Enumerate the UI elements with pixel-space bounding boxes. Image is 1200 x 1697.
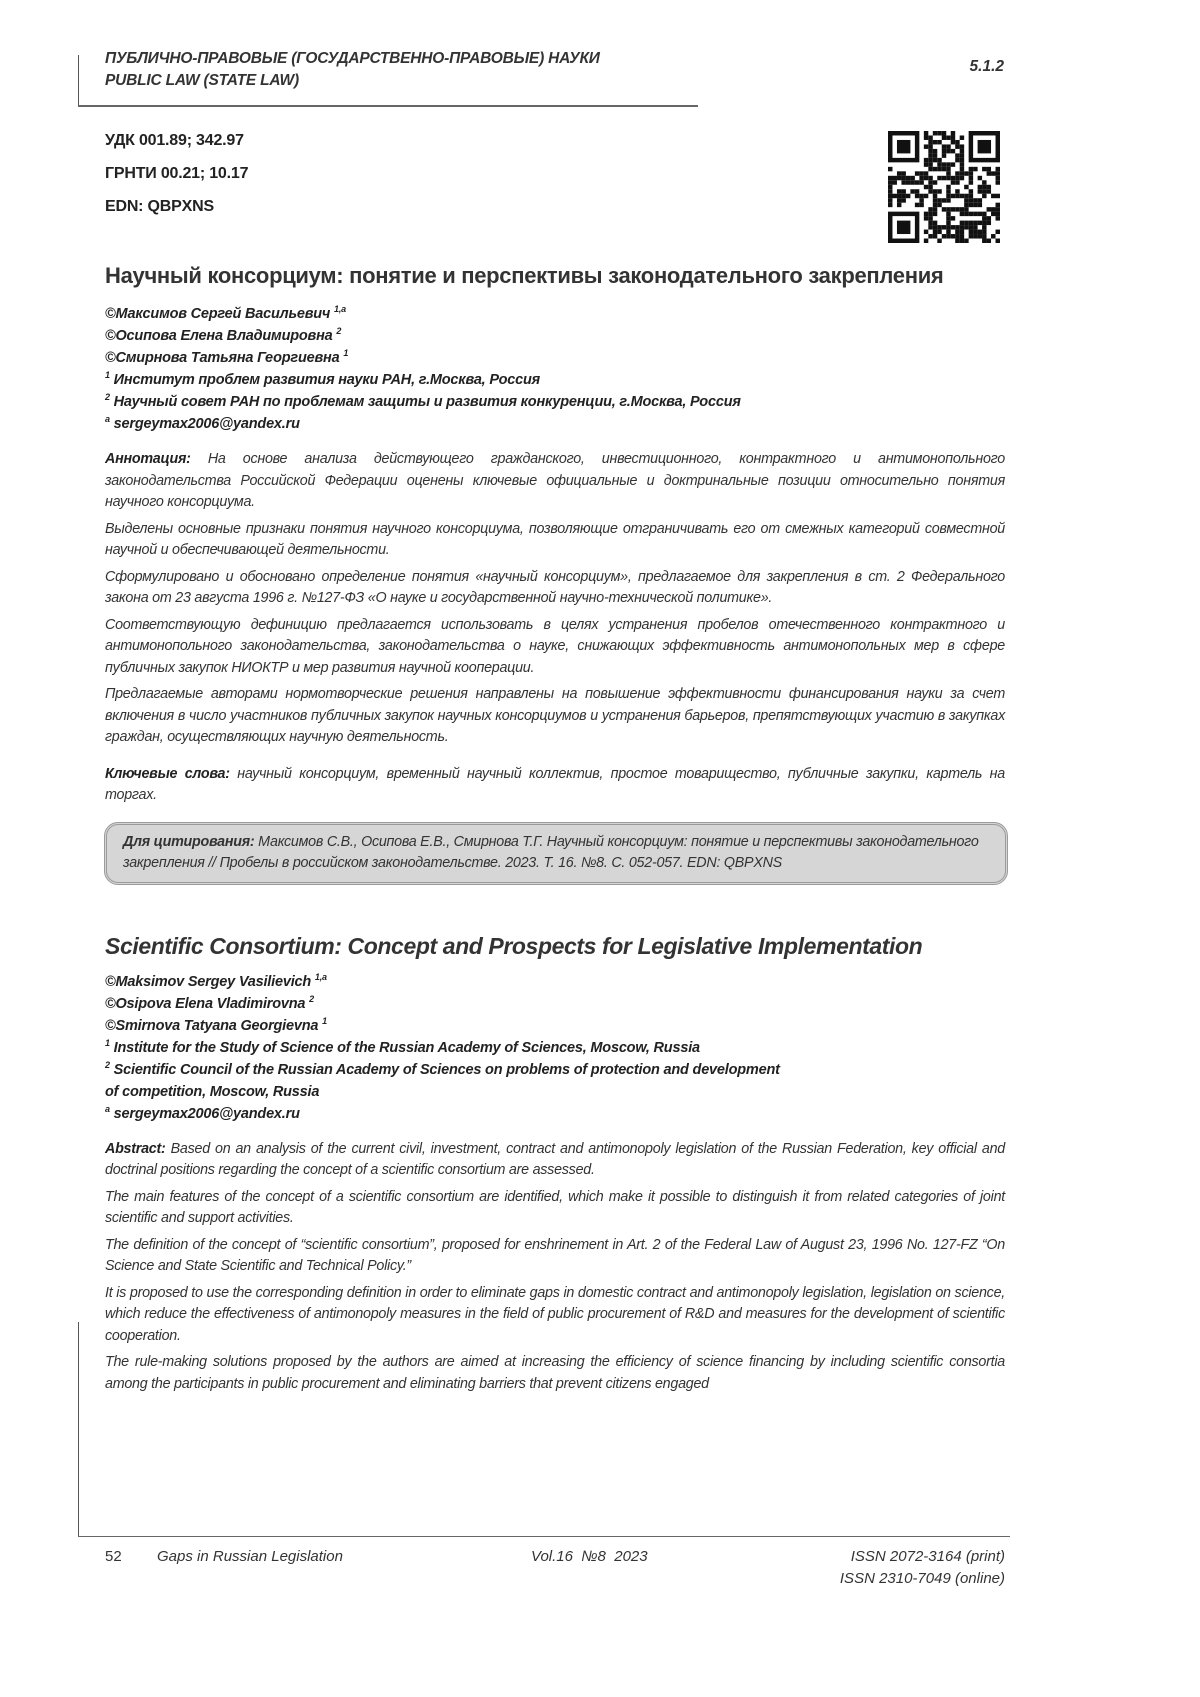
section-title-ru: ПУБЛИЧНО-ПРАВОВЫЕ (ГОСУДАРСТВЕННО-ПРАВОВЫЕ) НАУКИ [105,48,1005,70]
edn: EDN: QBPXNS [105,197,1005,217]
authors-en [105,971,1005,1125]
issn-online: ISSN 2310-7049 (online) [840,1569,1005,1589]
footnote-marker: a [105,1104,110,1114]
abstract-paragraph: Соответствующую дефиницию предлагается использовать в целях устранения пробелов отечественного контрактного и антимонопольного законодательства, законодательства о науке, снижающих эффективность антимонопольных мер в сфере публичных закупок НИОКТР и мер развития научной кооперации. [105,615,1005,680]
footnote-marker: 1 [322,1016,327,1026]
text: ©Osipova Elena Vladimirovna [105,996,305,1012]
footnote-marker: 2 [105,1060,110,1070]
authors-ru [105,303,1005,435]
article-title-en: Scientific Consortium: Concept and Prospects for Legislative Implementation [105,931,1005,961]
text: Institute for the Study of Science of the Russian Academy of Sciences, Moscow, Russia [114,1040,700,1056]
footnote-marker: a [105,414,110,424]
abstract-paragraph: The rule-making solutions proposed by the authors are aimed at increasing the efficiency of science financing by including scientific consortia among the participants in public procurement and eliminating barriers that prevent citizens engaged [105,1352,1005,1395]
citation-label: Для цитирования: [123,834,254,850]
page-number: 52 [105,1547,122,1567]
section-title-en: PUBLIC LAW (STATE LAW) [105,70,1005,92]
text: ©Smirnova Tatyana Georgievna [105,1018,318,1034]
affiliation [105,1081,1005,1103]
article-title-ru: Научный консорциум: понятие и перспективы законодательного закрепления [105,259,1005,293]
abstract-en [105,1139,1005,1401]
abstract-label: Abstract: [105,1141,166,1157]
abstract-paragraph: The main features of the concept of a scientific consortium are identified, which make it possible to distinguish it from related categories of joint scientific and support activities. [105,1187,1005,1230]
affiliation [105,413,1005,435]
author-2 [105,993,1005,1015]
footnote-marker: 1 [343,348,348,358]
issue-info: Vol.16 №8 2023 [531,1547,648,1567]
keywords-label: Ключевые слова: [105,766,230,782]
affiliation [105,369,1005,391]
journal-name: Gaps in Russian Legislation [157,1547,343,1567]
qr-code[interactable] [888,131,1000,243]
keywords: научный консорциум, временный научный коллектив, простое товарищество, публичные закупки, картель на торгах. [105,766,1005,804]
author-3 [105,347,1005,369]
text: Научный совет РАН по проблемам защиты и развития конкуренции, г.Москва, Россия [114,394,741,410]
affiliation [105,1037,1005,1059]
footer [78,1536,1010,1697]
author-3 [105,1015,1005,1037]
text: ©Максимов Сергей Васильевич [105,306,330,322]
author-1 [105,303,1005,325]
affiliation [105,391,1005,413]
abstract-label: Аннотация: [105,451,191,467]
abstract-paragraph: Abstract: Based on an analysis of the current civil, investment, contract and antimonopoly legislation of the Russian Federation, key official and doctrinal positions regarding the concept of a scientific consortium are assessed. [105,1139,1005,1182]
abstract-paragraph: Сформулировано и обосновано определение понятия «научный консорциум», предлагаемое для закрепления в ст. 2 Федерального закона от 23 августа 1996 г. №127-ФЗ «О науке и государственной научно-технической политике». [105,567,1005,610]
text: Институт проблем развития науки РАН, г.Москва, Россия [114,372,540,388]
text: sergeymax2006@yandex.ru [114,1106,300,1122]
footnote-marker: 1 [105,1038,110,1048]
abstract-paragraph: Аннотация: На основе анализа действующего гражданского, инвестиционного, контрактного и антимонопольного законодательства Российской Федерации оценены ключевые официальные и доктринальные позиции относительно понятия научного консорциума. [105,449,1005,514]
abstract-paragraph: Предлагаемые авторами нормотворческие решения направлены на повышение эффективности финансирования науки за счет включения в число участников публичных закупок научных консорциумов и устранения барьеров, препятствующих участию в закупках граждан, осуществляющих научную деятельность. [105,684,1005,749]
classification [105,131,1005,243]
footnote-marker: 1,a [315,972,327,982]
specialty-code: 5.1.2 [970,58,1004,76]
footnote-marker: 2 [105,392,110,402]
page [0,0,1200,1697]
affiliation [105,1059,1005,1081]
text: ©Maksimov Sergey Vasilievich [105,974,311,990]
header-rule-vertical [78,55,79,107]
grnti: ГРНТИ 00.21; 10.17 [105,164,1005,184]
text: ©Осипова Елена Владимировна [105,328,333,344]
footnote-marker: 2 [309,994,314,1004]
abstract-paragraph: The definition of the concept of “scientific consortium”, proposed for enshrinement in Art. 2 of the Federal Law of August 23, 1996 No. 127-FZ “On Science and State Scientific and Technical Policy.” [105,1235,1005,1278]
text: of competition, Moscow, Russia [105,1084,319,1100]
text: Scientific Council of the Russian Academy of Sciences on problems of protection and development [114,1062,780,1078]
margin-rule [78,1322,79,1536]
footnote-marker: 2 [336,326,341,336]
author-2 [105,325,1005,347]
abstract-paragraph: Выделены основные признаки понятия научного консорциума, позволяющие отграничивать его от смежных категорий совместной научной и обеспечивающей деятельности. [105,519,1005,562]
citation-text: Максимов С.В., Осипова Е.В., Смирнова Т.Г. Научный консорциум: понятие и перспективы законодательного закрепления // Пробелы в российском законодательстве. 2023. Т. 16. №8. С. 052-057. EDN: QBPXNS [123,834,979,871]
footnote-marker: 1,a [334,304,346,314]
footnote-marker: 1 [105,370,110,380]
udk: УДК 001.89; 342.97 [105,131,1005,151]
author-1 [105,971,1005,993]
abstract-ru [105,449,1005,754]
abstract-paragraph: It is proposed to use the corresponding definition in order to eliminate gaps in domestic contract and antimonopoly legislation, legislation on science, which reduce the effectiveness of antimonopoly measures in the field of public procurement of R&D and measures for the development of scientific cooperation. [105,1283,1005,1348]
spacer [0,1400,1200,1528]
header-rule [78,105,698,107]
affiliation [105,1103,1005,1125]
keywords-ru [105,764,1005,812]
text: ©Смирнова Татьяна Георгиевна [105,350,339,366]
running-header [105,48,1005,105]
issn-print: ISSN 2072-3164 (print) [851,1547,1005,1567]
text: sergeymax2006@yandex.ru [114,416,300,432]
citation-box [104,822,1008,885]
